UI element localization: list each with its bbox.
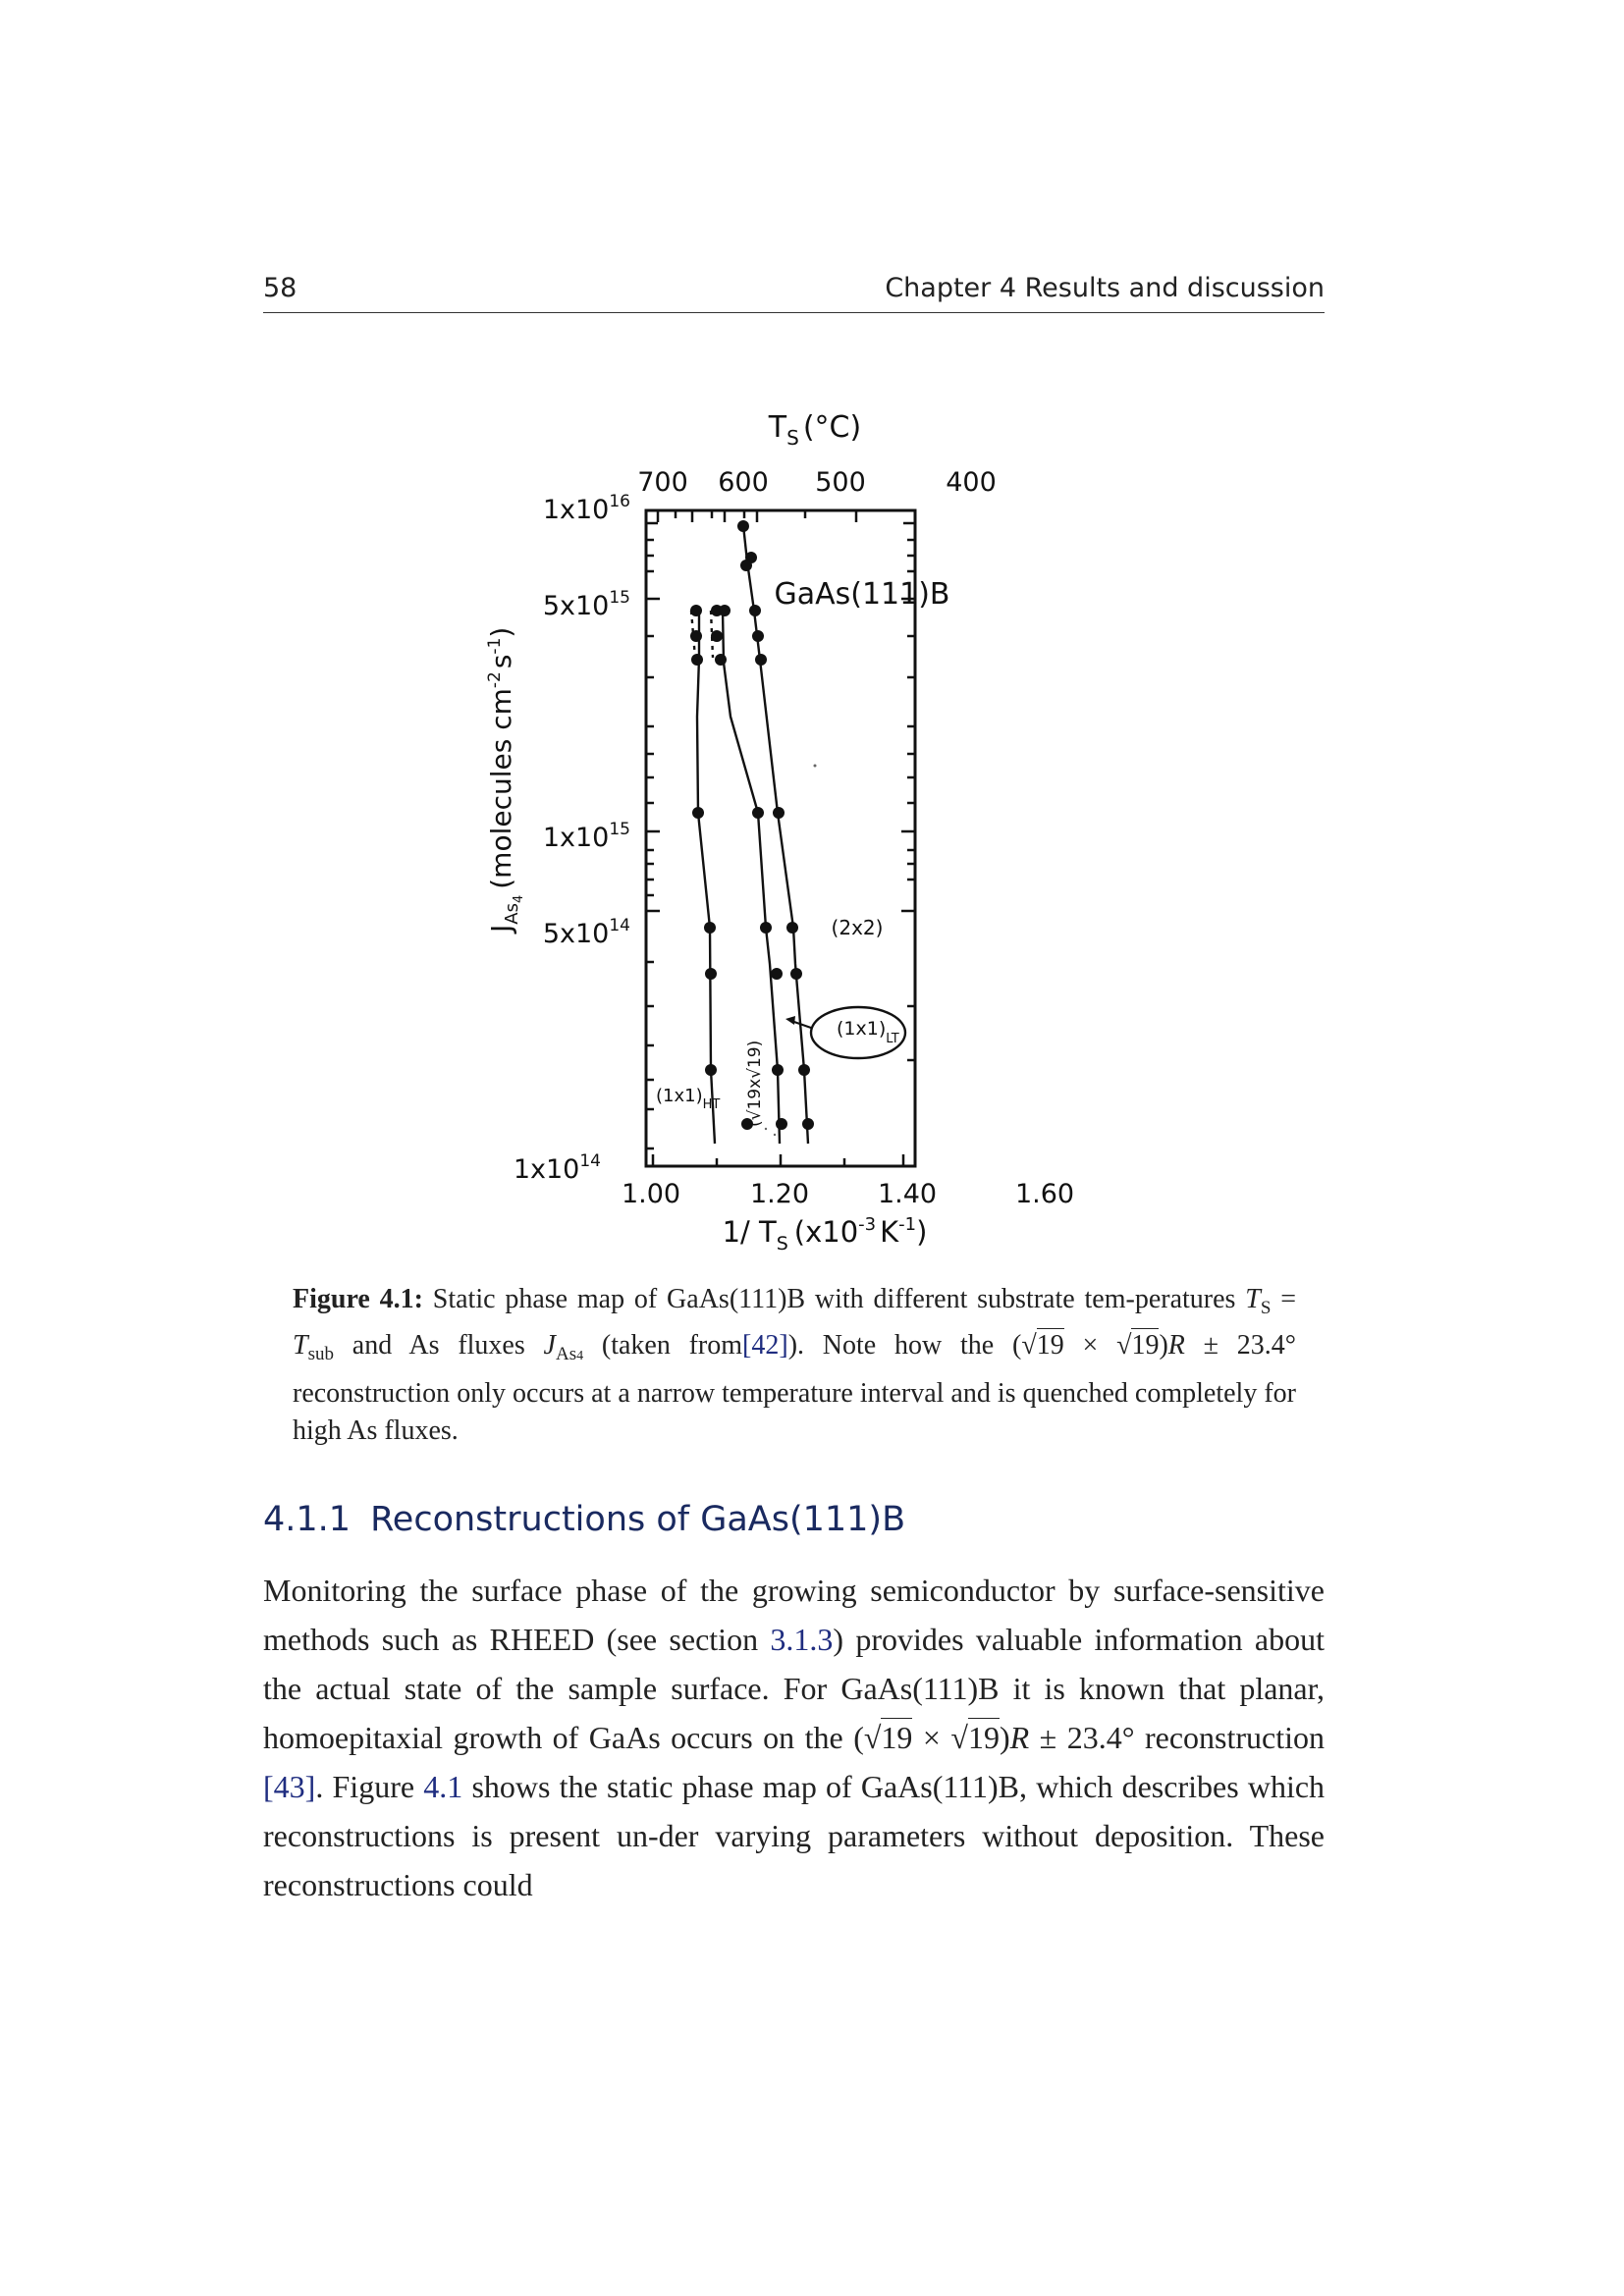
data-point — [691, 654, 703, 666]
math-jas4: $J_{As4}$ — [543, 1330, 584, 1364]
body-text-5: shows the static phase map of GaAs(111)B, which describes which reconstructions is present un-der varying parameters without deposition. These reconstructions could — [263, 1769, 1326, 1902]
data-point — [704, 922, 716, 934]
caption-recon-formula: (√19 × √19)R ± 23.4° — [1012, 1330, 1296, 1361]
region-1x1-ht: $(1x1)_{HT}$ — [656, 1086, 721, 1112]
body-text-2: ) provides valuable information about the actual state of the sample surface. For GaAs(111)B it is known that planar, homoepitaxial growth of GaAs occurs on the — [263, 1622, 1326, 1755]
pointer-arrowhead — [785, 1016, 795, 1025]
body-paragraph — [263, 1566, 1325, 1909]
scan-specks — [765, 765, 817, 1137]
data-point — [705, 1064, 717, 1076]
y-tick-5e14: $5x10^{14}$ — [542, 916, 630, 949]
header-rule — [263, 312, 1325, 313]
section-title-text: Reconstructions of GaAs(111)B — [370, 1500, 906, 1539]
caption-text-5: reconstruction only occurs at a narrow temperature interval and is quenched completely for high As fluxes. — [293, 1378, 1296, 1446]
top-axis-title: $T_S$ (°C) — [768, 410, 862, 450]
section-number: 4.1.1 — [263, 1500, 352, 1539]
page-number: 58 — [263, 273, 298, 303]
math-tsub: $T_{sub}$ — [293, 1330, 334, 1364]
data-point — [771, 968, 783, 980]
data-point — [755, 654, 767, 666]
data-point — [760, 922, 772, 934]
region-root19: (√19x√19) — [745, 1040, 765, 1127]
math-equals: = — [1280, 1284, 1297, 1314]
bottom-tick-1.20: 1.20 — [749, 1179, 810, 1209]
figure-phase-map — [471, 393, 1100, 1256]
caption-label: Figure 4.1: — [293, 1284, 423, 1314]
data-point — [705, 968, 717, 980]
ref-section-3.1.3[interactable]: 3.1.3 — [770, 1622, 834, 1657]
phase-map-plot — [471, 393, 1100, 1256]
data-point — [719, 605, 731, 616]
body-text-4: . Figure — [315, 1769, 415, 1804]
bottom-tick-marks — [653, 1154, 903, 1166]
data-points — [690, 520, 814, 1130]
top-tick-marks — [658, 510, 856, 522]
top-tick-600: 600 — [718, 467, 769, 498]
caption-ref-42[interactable]: [42] — [742, 1330, 788, 1361]
data-point — [752, 807, 764, 819]
data-point — [773, 807, 785, 819]
data-point — [752, 630, 764, 642]
data-point — [790, 968, 802, 980]
y-tick-1e16: $1x10^{16}$ — [542, 492, 630, 525]
data-point — [749, 605, 761, 616]
region-1x1-lt: $(1x1)_{LT}$ — [837, 1018, 899, 1046]
region-2x2: (2x2) — [831, 916, 884, 939]
caption-text-1: Static phase map of GaAs(111)B with different substrate tem-peratures — [432, 1284, 1236, 1314]
y-tick-1e15: $1x10^{15}$ — [542, 820, 630, 853]
body-recon-formula: (√19 × √19)R ± 23.4° — [853, 1720, 1135, 1755]
top-tick-700: 700 — [637, 467, 688, 498]
data-point — [786, 922, 798, 934]
top-tick-400: 400 — [946, 467, 997, 498]
caption-text-2: and As fluxes — [352, 1330, 525, 1361]
data-point — [692, 807, 704, 819]
caption-text-3: (taken from — [601, 1330, 743, 1361]
data-point — [715, 654, 727, 666]
data-point — [798, 1064, 810, 1076]
bottom-tick-1.00: 1.00 — [621, 1179, 681, 1209]
boundary-ht — [697, 611, 715, 1144]
data-point — [802, 1118, 814, 1130]
body-text-1: Monitoring the surface phase of the growing semiconductor by surface-sensitive methods such as RHEED (see section — [263, 1573, 1325, 1657]
top-tick-500: 500 — [815, 467, 866, 498]
y-axis-label: $J_{As}4(molecules$ $cm^{-2}s^{-1}$) — [485, 626, 526, 933]
caption-text-4: ). Note how the — [787, 1330, 995, 1361]
data-point — [776, 1118, 787, 1130]
data-point — [740, 560, 752, 571]
y-tick-5e15: $5x10^{15}$ — [542, 588, 630, 621]
y-tick-1e14: $1x10^{14}$ — [513, 1151, 601, 1185]
body-text-3: reconstruction — [1144, 1720, 1326, 1755]
bottom-tick-1.60: 1.60 — [1014, 1179, 1075, 1209]
data-point — [711, 630, 723, 642]
figure-caption — [293, 1281, 1296, 1450]
bottom-axis-title: 1/ $T_S$ ($x10^{-3}$ $K^{-1}$) — [722, 1214, 928, 1255]
sample-label: GaAs(111)B — [774, 577, 950, 612]
data-point — [772, 1064, 784, 1076]
bottom-tick-1.40: 1.40 — [877, 1179, 938, 1209]
data-point — [690, 630, 702, 642]
section-heading — [263, 1500, 905, 1539]
ref-figure-4.1[interactable]: 4.1 — [423, 1769, 463, 1804]
math-ts: $T_S$ — [1245, 1284, 1272, 1318]
data-point — [737, 520, 749, 532]
data-point — [690, 605, 702, 616]
ref-43[interactable]: [43] — [263, 1769, 316, 1804]
running-title: Chapter 4 Results and discussion — [885, 273, 1325, 303]
